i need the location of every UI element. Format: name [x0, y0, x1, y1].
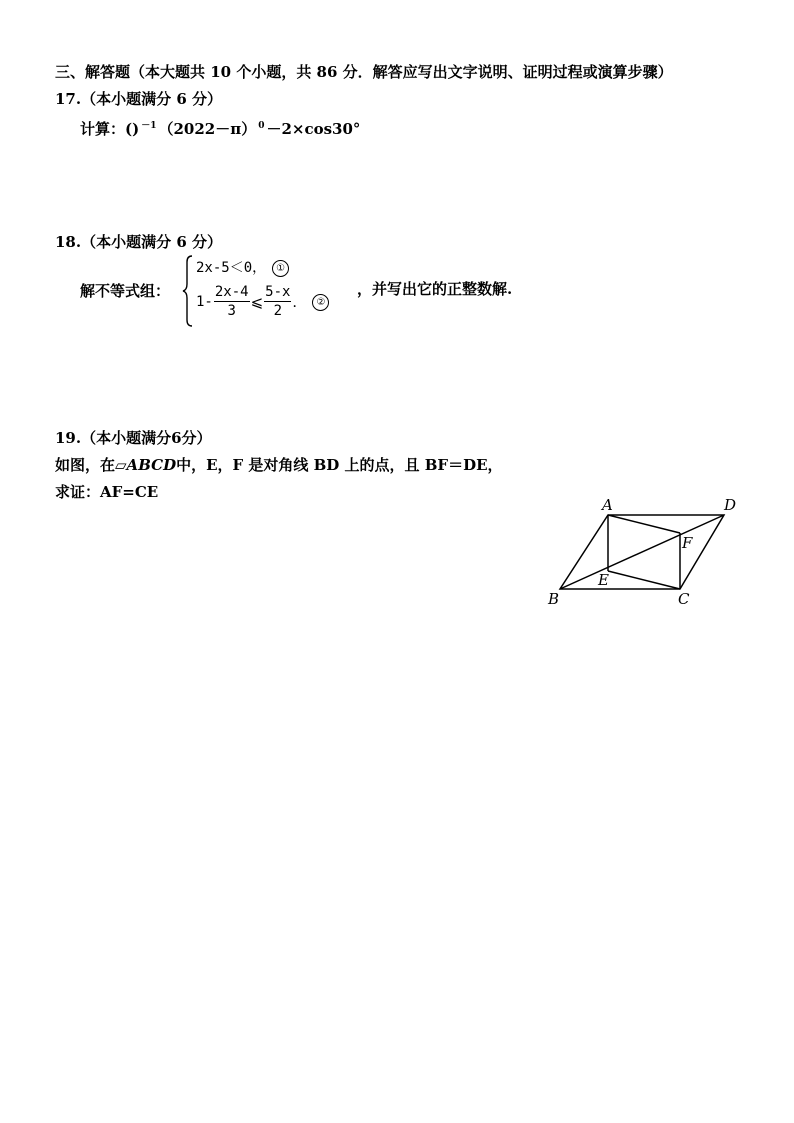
q19-line1-b: 中，E，F 是对角线 BD 上的点，且 BF＝DE， [176, 456, 503, 474]
circled-one-icon: ① [272, 260, 289, 277]
q17-expression [80, 116, 360, 139]
segment-ce [608, 571, 680, 589]
q17-suffix: －2×cos30° [266, 120, 361, 138]
leq-symbol: ⩽ [250, 293, 264, 311]
q17-prefix: 计算：() [80, 120, 140, 138]
point-label-e: E [598, 571, 609, 589]
q17-exponent-1: －1 [141, 121, 157, 131]
fraction-1 [214, 284, 250, 320]
vertex-label-c: C [678, 590, 690, 608]
section-header: 三、解答题（本大题共 10 个小题，共 86 分．解答应写出文字说明、证明过程或演算步骤） [55, 63, 673, 81]
inequality-2-end: ． [292, 295, 307, 311]
q19-prove: 求证：AF=CE [55, 483, 159, 501]
vertex-label-b: B [548, 590, 560, 608]
parallelogram-label: ▱ABCD [115, 456, 177, 474]
fraction-2-denominator: 2 [273, 303, 283, 319]
q17-exponent-2: 0 [258, 121, 265, 131]
inequality-system [182, 254, 542, 328]
q19-title: 19.（本小题满分6分） [55, 429, 212, 447]
point-label-f: F [682, 534, 693, 552]
q18-suffix: ，并写出它的正整数解. [357, 280, 513, 298]
inequality-2-lead: 1- [196, 294, 213, 310]
brace-icon [182, 254, 194, 328]
q18-title: 18.（本小题满分 6 分） [55, 233, 222, 251]
inequality-1-text: 2x-5＜0， [196, 260, 267, 276]
q19-statement [55, 455, 503, 475]
vertex-label-a: A [602, 496, 613, 514]
fraction-2-numerator: 5-x [265, 284, 291, 300]
fraction-1-numerator: 2x-4 [214, 284, 249, 300]
segment-af [608, 515, 680, 533]
circled-two-icon: ② [312, 294, 329, 311]
q18-prefix: 解不等式组： [80, 282, 171, 300]
inequality-1 [196, 257, 289, 277]
fraction-2 [264, 284, 291, 320]
parallelogram-figure [540, 492, 750, 614]
vertex-label-d: D [724, 496, 737, 514]
fraction-1-denominator: 3 [227, 303, 236, 319]
q19-line1-a: 如图，在 [55, 456, 116, 474]
q17-title: 17.（本小题满分 6 分） [55, 90, 222, 108]
inequality-2 [196, 284, 329, 328]
q17-mid: （2022－π） [158, 120, 257, 138]
